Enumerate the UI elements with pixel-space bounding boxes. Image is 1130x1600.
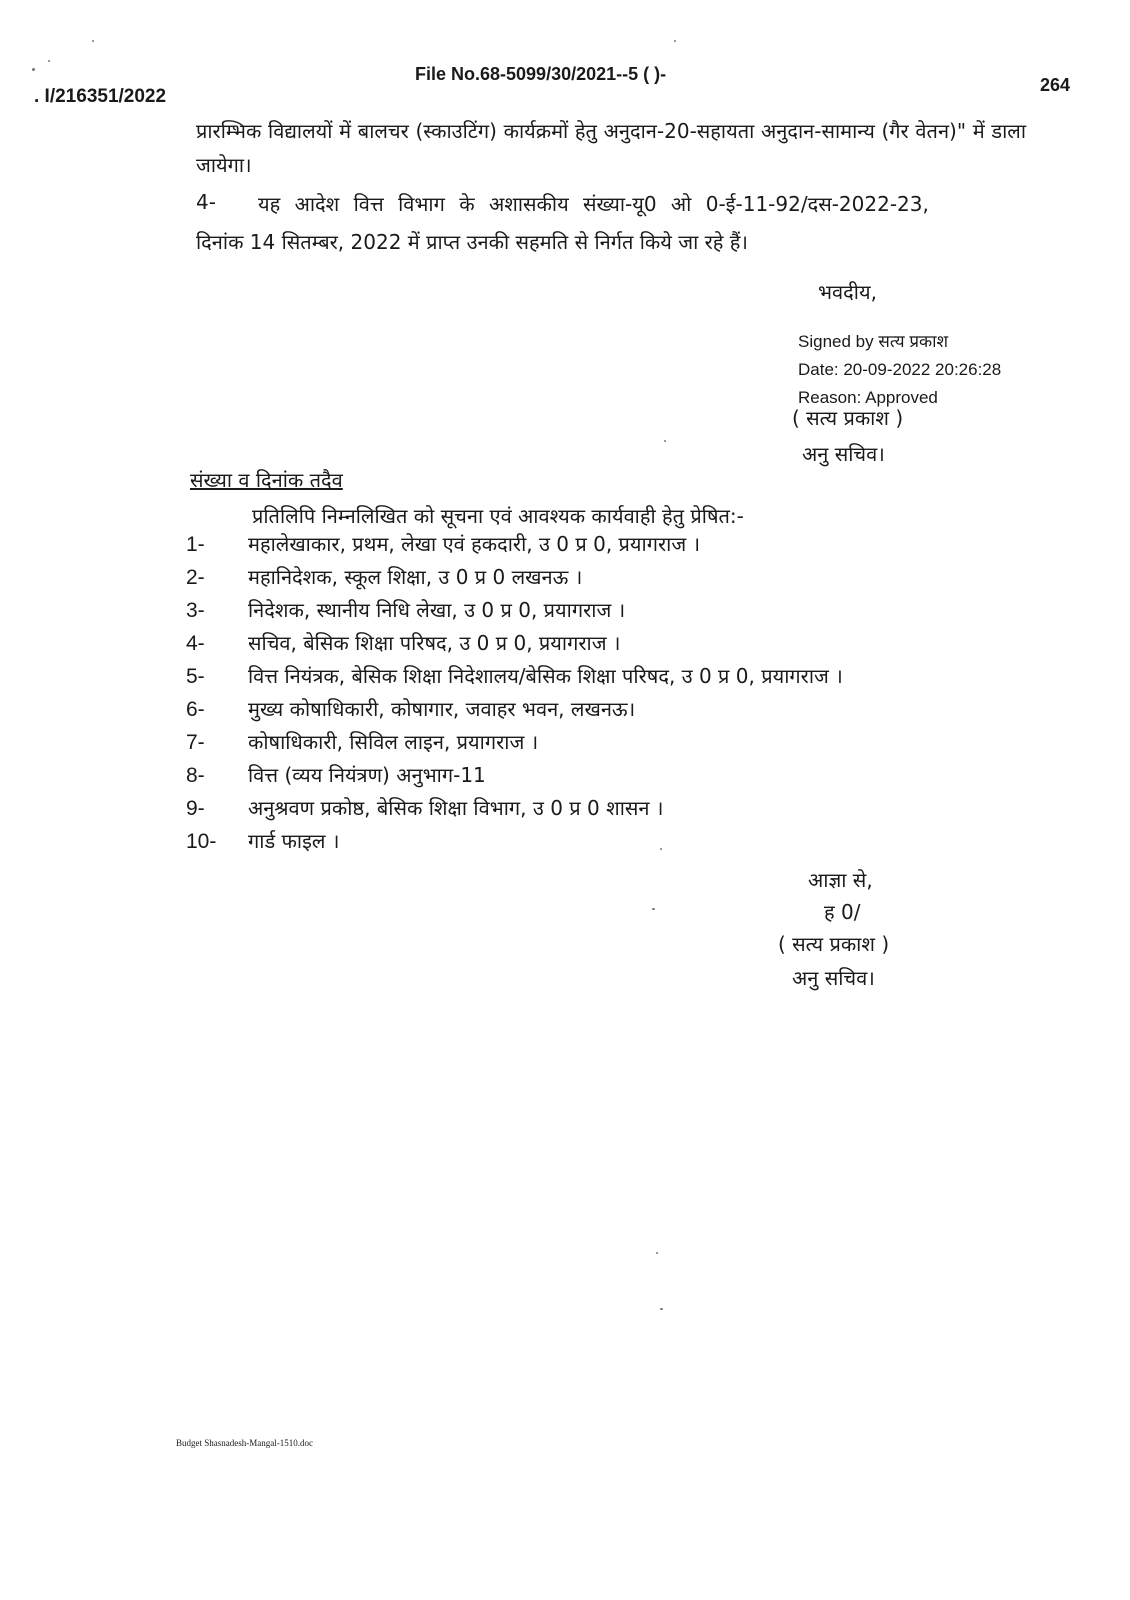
list-item-number: 3- — [186, 599, 205, 622]
scan-speck — [664, 440, 666, 442]
list-item-number: 8- — [186, 764, 205, 787]
copy-intro: प्रतिलिपि निम्नलिखित को सूचना एवं आवश्यक कार्यवाही हेतु प्रेषित:- — [252, 504, 744, 528]
continued-paragraph: प्रारम्भिक विद्यालयों में बालचर (स्काउटिंग) कार्यक्रमों हेतु अनुदान-20-सहायता अनुदान-सामान्य (गैर वेतन)" में डाला जायेगा। — [196, 119, 1026, 177]
list-item-number: 6- — [186, 698, 205, 721]
signatory-designation: अनु सचिव। — [802, 442, 885, 466]
list-item-text: अनुश्रवण प्रकोष्ठ, बेसिक शिक्षा विभाग, उ 0 प्र 0 शासन । — [248, 796, 664, 820]
scan-speck — [660, 848, 662, 850]
list-item-text: मुख्य कोषाधिकारी, कोषागार, जवाहर भवन, लखनऊ। — [248, 697, 636, 721]
signed-abbrev: ह 0/ — [824, 900, 861, 924]
paragraph-4-line-1: यह आदेश वित्त विभाग के अशासकीय संख्या-यू0 ओ 0-ई-11-92/दस-2022-23, — [258, 192, 929, 216]
signed-by: Signed by सत्य प्रकाश — [798, 332, 949, 351]
signature-date: Date: 20-09-2022 20:26:28 — [798, 360, 1002, 379]
signatory-designation-2: अनु सचिव। — [792, 966, 875, 990]
list-item-number: 2- — [186, 566, 205, 589]
scan-speck — [92, 40, 94, 42]
signatory-name: ( सत्य प्रकाश ) — [792, 406, 904, 430]
reference-line: संख्या व दिनांक तदैव — [190, 468, 343, 492]
by-order: आज्ञा से, — [808, 868, 873, 892]
signature-reason: Reason: Approved — [798, 388, 938, 407]
list-item-text: सचिव, बेसिक शिक्षा परिषद, उ 0 प्र 0, प्रयागराज । — [248, 631, 621, 655]
page-number: 264 — [1040, 75, 1071, 95]
list-item-text: निदेशक, स्थानीय निधि लेखा, उ 0 प्र 0, प्रयागराज । — [248, 598, 626, 622]
closing-salutation: भवदीय, — [818, 280, 877, 304]
scan-speck — [48, 60, 50, 62]
list-item-number: 9- — [186, 797, 205, 820]
list-item-text: महानिदेशक, स्कूल शिक्षा, उ 0 प्र 0 लखनऊ । — [248, 565, 583, 589]
list-item-text: वित्त नियंत्रक, बेसिक शिक्षा निदेशालय/बेसिक शिक्षा परिषद, उ 0 प्र 0, प्रयागराज । — [248, 664, 843, 688]
list-item-number: 1- — [186, 533, 205, 556]
file-number: File No.68-5099/30/2021--5 ( )- — [415, 64, 667, 84]
scan-speck — [32, 68, 35, 71]
scan-speck — [652, 908, 655, 910]
scan-speck — [656, 1252, 658, 1254]
list-item-number: 4- — [186, 632, 205, 655]
list-item-text: महालेखाकार, प्रथम, लेखा एवं हकदारी, उ 0 प्र 0, प्रयागराज । — [248, 532, 701, 556]
digital-signature-block — [798, 328, 1001, 412]
paragraph-4-line-2: दिनांक 14 सितम्बर, 2022 में प्राप्त उनकी सहमति से निर्गत किये जा रहे हैं। — [196, 230, 748, 254]
signatory-name-2: ( सत्य प्रकाश ) — [778, 932, 890, 956]
scan-speck — [660, 1308, 663, 1310]
list-item-text: कोषाधिकारी, सिविल लाइन, प्रयागराज । — [248, 730, 539, 754]
list-item-number: 5- — [186, 665, 205, 688]
paragraph-4-number: 4- — [196, 190, 216, 214]
list-item-number: 7- — [186, 731, 205, 754]
list-item-text: वित्त (व्यय नियंत्रण) अनुभाग-11 — [248, 763, 486, 787]
footer-filename: Budget Shasnadesh-Mangal-1510.doc — [176, 1438, 313, 1448]
file-id: . I/216351/2022 — [34, 86, 167, 107]
list-item-text: गार्ड फाइल । — [248, 829, 340, 853]
list-item-number: 10- — [186, 830, 217, 853]
scan-speck — [674, 40, 676, 42]
